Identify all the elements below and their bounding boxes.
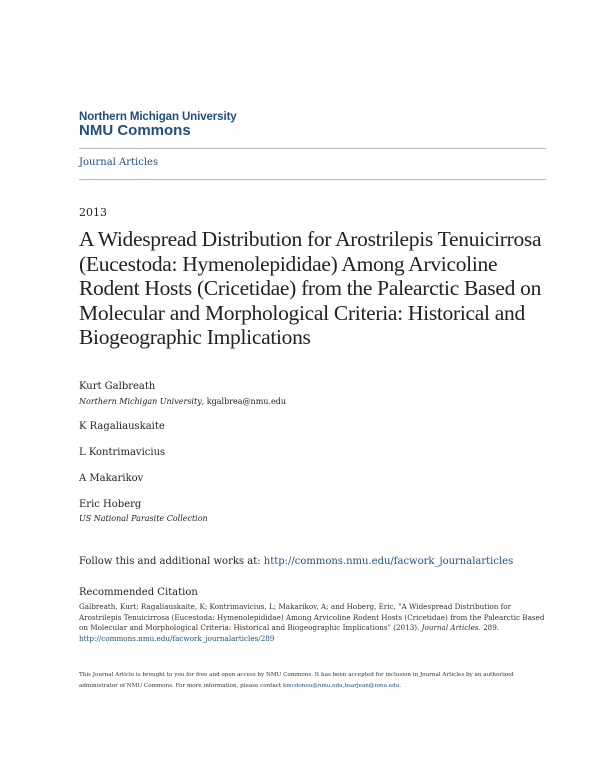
author-name: A Makarikov (79, 473, 144, 484)
citation-body: Galbreath, Kurt; Ragaliauskaite, K; Kontrimavicius, L; Makarikov, A; and Hoberg, Eric, "A Widespread Distribution for Arostrilepis Tenuicirrosa (Eucestoda: Hymenolepididae) Among Arvicoline Rodent Hosts (Cricetidae) from the Palearctic Based on Molecular and Morphological Criteria: Historical and Biogeographic Implications" (2013). (79, 602, 545, 632)
follow-works-line (79, 556, 513, 567)
notice-body: This Journal Article is brought to you for free and open access by NMU Commons. It has been accepted for inclusion in Journal Articles by an authorized administrator of NMU Commons. For more information, please contact (79, 672, 514, 689)
recommended-citation-heading: Recommended Citation (79, 587, 198, 598)
publication-year: 2013 (79, 206, 107, 219)
collection-url-link[interactable]: http://commons.nmu.edu/facwork_journalarticles (263, 556, 514, 567)
follow-text: Follow this and additional works at: (79, 556, 264, 567)
notice-end: . (399, 682, 402, 689)
access-notice (79, 670, 547, 691)
citation-journal: Journal Articles (421, 623, 479, 632)
author-name: Eric Hoberg (79, 499, 142, 510)
author-name: Kurt Galbreath (79, 381, 156, 392)
author-affiliation (79, 397, 286, 406)
affiliation-institution: Northern Michigan University (79, 397, 202, 406)
collection-link[interactable]: Journal Articles (79, 157, 159, 168)
author-name: L Kontrimavicius (79, 447, 166, 458)
repository-name[interactable]: NMU Commons (79, 122, 191, 139)
article-title: A Widespread Distribution for Arostrilepis Tenuicirrosa (Eucestoda: Hymenolepididae) Among Arvicoline Rodent Hosts (Cricetidae) from the Palearctic Based on Molecular and Morphological Criteria: Historical and Biogeographic Implications (79, 227, 542, 349)
citation-text (79, 602, 547, 644)
author-name: K Ragaliauskaite (79, 421, 165, 432)
collection-divider (79, 179, 546, 180)
top-divider (79, 148, 546, 149)
citation-number: . 289. (478, 623, 500, 632)
author-affiliation (79, 514, 208, 523)
contact-email-link[interactable]: kmcdonou@nmu.edu,bsarjean@nmu.edu (282, 682, 400, 689)
citation-url-link[interactable]: http://commons.nmu.edu/facwork_journalarticles/289 (79, 633, 275, 643)
author-email: , kgalbrea@nmu.edu (201, 397, 286, 406)
affiliation-institution: US National Parasite Collection (79, 514, 208, 523)
institution-name[interactable]: Northern Michigan University (79, 111, 237, 123)
